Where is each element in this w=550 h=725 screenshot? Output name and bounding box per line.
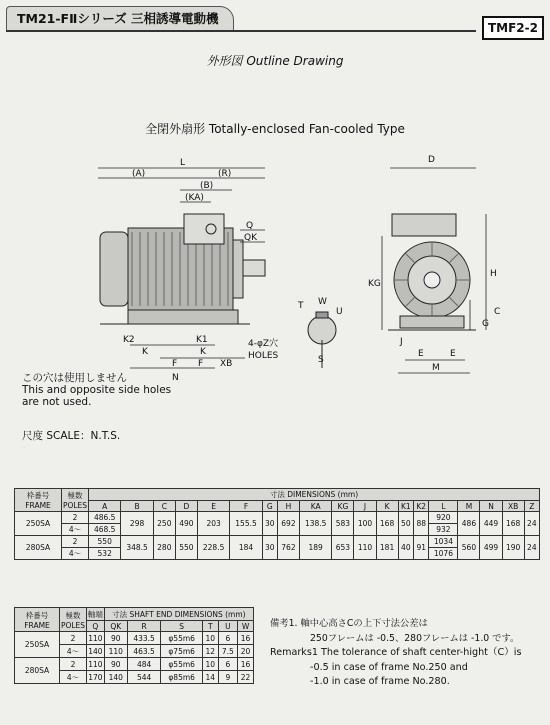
dim-cell-l: 1076 — [429, 548, 458, 560]
remark-en-text1: The tolerance of shaft center-hight（C）is — [321, 647, 522, 658]
dim-cell-a: 550 — [89, 536, 121, 548]
shaft-cell-r: 544 — [127, 671, 161, 684]
dim-col-f: F — [230, 501, 262, 512]
dim-col-j: J — [354, 501, 376, 512]
remark-en-line2: -0.5 in case of frame No.250 and — [310, 661, 468, 673]
dim-col-a: A — [89, 501, 121, 512]
shaft-col-r: R — [127, 621, 161, 632]
label-holes: 4-φZ穴 — [248, 339, 279, 349]
dim-cell-n: 449 — [480, 512, 502, 536]
dim-col-z: Z — [524, 501, 539, 512]
shaft-col-q: Q — [87, 621, 105, 632]
dim-cell-f: 155.5 — [230, 512, 262, 536]
label-J: J — [400, 337, 403, 347]
series-title-tab: TM21-FⅡシリーズ 三相誘導電動機 — [6, 6, 234, 31]
table-row — [15, 536, 540, 548]
dim-col-d: D — [175, 501, 197, 512]
dim-cell-k2: 91 — [414, 536, 429, 560]
shaft-cell-s: φ55m6 — [161, 658, 202, 671]
label-QK: QK — [244, 233, 257, 243]
table-row — [15, 512, 540, 524]
dim-cell-k1: 50 — [398, 512, 413, 536]
label-L: L — [180, 158, 186, 168]
shaft-col-s: S — [161, 621, 202, 632]
label-F-right: F — [198, 359, 204, 369]
dim-col-k2: K2 — [414, 501, 429, 512]
shaft-cell-u: 6 — [218, 632, 237, 645]
label-F-left: F — [172, 359, 178, 369]
dim-cell-n: 499 — [480, 536, 502, 560]
label-E-left: E — [418, 349, 424, 359]
shaft-cell-u: 6 — [218, 658, 237, 671]
dim-cell-k: 181 — [376, 536, 398, 560]
shaft-poles-header-en: POLES — [60, 620, 86, 630]
dim-col-g: G — [262, 501, 277, 512]
remark-jp-text1: 軸中心高さCの上下寸法公差は — [300, 618, 428, 629]
enclosure-type-title: 全閉外扇形 Totally-enclosed Fan-cooled Type — [145, 122, 405, 136]
remark-en-line1 — [270, 646, 545, 661]
label-S: S — [318, 355, 324, 365]
shaft-cell-s: φ55m6 — [161, 632, 202, 645]
shaft-col-qk: QK — [104, 621, 127, 632]
label-H: H — [490, 269, 497, 279]
frame-cell: 280SA — [15, 536, 62, 560]
table-row — [15, 658, 254, 671]
label-N: N — [172, 373, 179, 383]
label-K1: K1 — [196, 335, 208, 345]
label-K: K — [142, 347, 148, 357]
remark-en-line3: -1.0 in case of frame No.280. — [310, 676, 450, 687]
shaft-col-w: W — [238, 621, 254, 632]
dim-cell-m: 486 — [458, 512, 480, 536]
poles-header-jp: 極数 — [67, 491, 83, 500]
dim-col-h: H — [277, 501, 299, 512]
shaft-cell-u: 9 — [218, 671, 237, 684]
poles-cell: 4～ — [62, 548, 89, 560]
shaft-cell-w: 16 — [238, 658, 254, 671]
shaft-cell-qk: 140 — [104, 671, 127, 684]
hole-note-jp: この穴は使用しません — [22, 372, 127, 384]
outline-drawing-title: 外形図 Outline Drawing — [206, 54, 344, 68]
dim-cell-j: 100 — [354, 512, 376, 536]
shaft-end-body — [15, 632, 254, 684]
label-K-right: K — [200, 347, 206, 357]
shaft-cell-t: 10 — [202, 658, 218, 671]
shaft-end-header-jp: 軸端 — [87, 609, 103, 619]
shaft-dimensions-header: 寸法 SHAFT END DIMENSIONS (mm) — [104, 608, 253, 621]
label-E-right: E — [450, 349, 456, 359]
dim-cell-l: 932 — [429, 524, 458, 536]
dimensions-body — [15, 512, 540, 560]
table-row — [15, 632, 254, 645]
dim-cell-b: 348.5 — [121, 536, 153, 560]
label-C: C — [494, 307, 501, 317]
dim-cell-z: 24 — [524, 512, 539, 536]
dim-cell-kg: 653 — [332, 536, 354, 560]
scale-note: 尺度 SCALE：N.T.S. — [22, 430, 121, 442]
shaft-cell-t: 12 — [202, 645, 218, 658]
dim-cell-kg: 583 — [332, 512, 354, 536]
dim-col-n: N — [480, 501, 502, 512]
shaft-cell-r: 463.5 — [127, 645, 161, 658]
shaft-frame-header-en: FRAME — [24, 620, 50, 630]
shaft-poles-cell: 2 — [60, 658, 87, 671]
dim-cell-a: 532 — [89, 548, 121, 560]
dim-cell-a: 468.5 — [89, 524, 121, 536]
frame-header-jp: 枠番号 — [26, 491, 50, 500]
dim-cell-h: 762 — [277, 536, 299, 560]
dim-col-ka: KA — [299, 501, 331, 512]
dim-cell-g: 30 — [262, 536, 277, 560]
shaft-cell-qk: 110 — [104, 645, 127, 658]
dim-cell-h: 692 — [277, 512, 299, 536]
shaft-cell-u: 7.5 — [218, 645, 237, 658]
shaft-poles-header-jp: 極数 — [65, 610, 81, 620]
label-W: W — [318, 297, 327, 307]
shaft-poles-cell: 2 — [60, 632, 87, 645]
dim-cell-z: 24 — [524, 536, 539, 560]
label-R: (R) — [218, 169, 232, 179]
label-B: (B) — [200, 181, 214, 191]
dim-cell-j: 110 — [354, 536, 376, 560]
dim-col-k1: K1 — [398, 501, 413, 512]
shaft-cell-w: 16 — [238, 632, 254, 645]
shaft-cell-qk: 90 — [104, 632, 127, 645]
remark-jp-line1 — [270, 617, 545, 632]
shaft-cell-q: 170 — [88, 672, 103, 682]
shaft-cell-w: 20 — [238, 645, 254, 658]
dim-cell-d: 490 — [175, 512, 197, 536]
shaft-cell-qk: 90 — [104, 658, 127, 671]
header-rule — [6, 30, 476, 32]
frame-header-en: FRAME — [25, 501, 51, 510]
dim-cell-c: 280 — [153, 536, 175, 560]
poles-cell: 4～ — [62, 524, 89, 536]
shaft-frame-header-jp: 枠番号 — [25, 610, 49, 620]
label-M: M — [432, 363, 440, 373]
shaft-col-u: U — [218, 621, 237, 632]
dim-cell-k: 168 — [376, 512, 398, 536]
frame-cell: 250SA — [15, 512, 62, 536]
dim-cell-a: 486.5 — [89, 512, 121, 524]
dim-cell-m: 560 — [458, 536, 480, 560]
dim-col-e: E — [197, 501, 229, 512]
dim-cell-ka: 189 — [299, 536, 331, 560]
side-view-motor — [100, 214, 265, 324]
hole-note-en: This and opposite side holes are not used. — [22, 384, 172, 408]
dim-cell-xb: 190 — [502, 536, 524, 560]
dim-cell-l: 1034 — [429, 536, 458, 548]
dim-cell-e: 228.5 — [197, 536, 229, 560]
remark-en-label: Remarks1 — [270, 647, 318, 658]
shaft-poles-cell: 4～ — [60, 671, 87, 684]
label-U: U — [336, 307, 343, 317]
dimensions-table — [14, 488, 540, 560]
shaft-cell-w: 22 — [238, 671, 254, 684]
label-Q: Q — [246, 221, 254, 231]
dim-cell-b: 298 — [121, 512, 153, 536]
dim-cell-d: 550 — [175, 536, 197, 560]
shaft-poles-cell: 4～ — [60, 645, 87, 658]
remark-jp-line2: 250フレームは -0.5、280フレームは -1.0 です。 — [310, 632, 520, 644]
label-KG: KG — [368, 279, 381, 289]
dim-cell-f: 184 — [230, 536, 262, 560]
shaft-frame-cell: 250SA — [15, 632, 60, 658]
dim-col-k: K — [376, 501, 398, 512]
dim-col-b: B — [121, 501, 153, 512]
dim-col-l: L — [429, 501, 458, 512]
shaft-cell-q: 110 — [88, 633, 103, 643]
dim-cell-g: 30 — [262, 512, 277, 536]
label-XB: XB — [220, 359, 233, 369]
shaft-cell-s: φ75m6 — [161, 645, 202, 658]
dim-cell-xb: 168 — [502, 512, 524, 536]
front-view-motor — [388, 214, 476, 330]
dim-cell-c: 250 — [153, 512, 175, 536]
dimensions-group-header: 寸法 DIMENSIONS (mm) — [89, 489, 540, 501]
label-D: D — [428, 155, 435, 165]
dimensions-column-headers — [15, 501, 540, 512]
poles-cell: 2 — [62, 536, 89, 548]
shaft-end-table — [14, 607, 254, 684]
dim-cell-k2: 88 — [414, 512, 429, 536]
shaft-cell-t: 10 — [202, 632, 218, 645]
page-code-box: TMF2-2 — [482, 16, 544, 40]
shaft-cell-t: 14 — [202, 671, 218, 684]
dim-col-c: C — [153, 501, 175, 512]
shaft-cell-s: φ85m6 — [161, 671, 202, 684]
shaft-cell-q: 140 — [88, 646, 103, 656]
shaft-cell-r: 484 — [127, 658, 161, 671]
poles-header-en: POLES — [62, 501, 88, 510]
dim-cell-l: 920 — [429, 512, 458, 524]
dim-col-xb: XB — [502, 501, 524, 512]
remarks-block — [270, 617, 545, 690]
shaft-cell-q: 110 — [88, 659, 103, 669]
poles-cell: 2 — [62, 512, 89, 524]
shaft-cell-r: 433.5 — [127, 632, 161, 645]
shaft-col-t: T — [202, 621, 218, 632]
dim-col-m: M — [458, 501, 480, 512]
label-A: (A) — [132, 169, 146, 179]
label-K2: K2 — [123, 335, 135, 345]
label-T: T — [298, 301, 304, 311]
dim-col-kg: KG — [332, 501, 354, 512]
shaft-frame-cell: 280SA — [15, 658, 60, 684]
label-G: G — [482, 319, 489, 329]
dim-cell-ka: 138.5 — [299, 512, 331, 536]
remark-jp-label: 備考1. — [270, 618, 298, 629]
label-KA: (KA) — [185, 193, 204, 203]
dim-cell-e: 203 — [197, 512, 229, 536]
label-holes-en: HOLES — [248, 351, 279, 361]
dim-cell-k1: 40 — [398, 536, 413, 560]
